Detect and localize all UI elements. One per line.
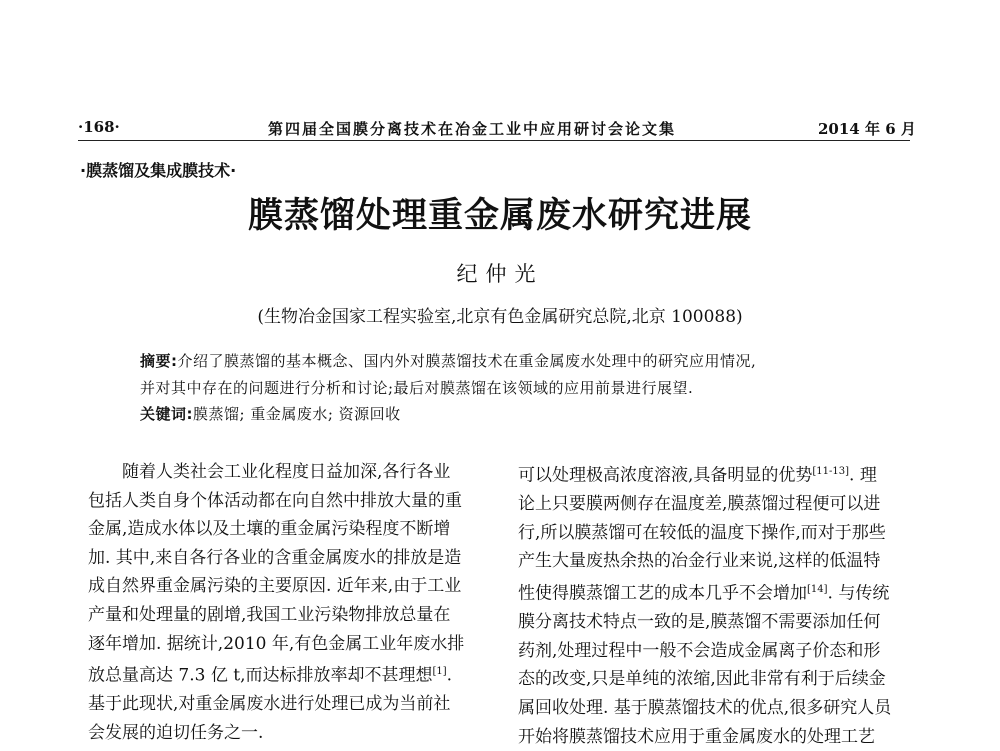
body-line: 成自然界重金属污染的主要原因. 近年来,由于工业 — [88, 576, 462, 597]
left-column — [88, 458, 464, 748]
body-line — [518, 576, 891, 608]
citation: [11-13] — [812, 466, 850, 477]
body-line: 产量和处理量的剧增,我国工业污染物排放总量在 — [88, 604, 451, 625]
body-line: 药剂,处理过程中一般不会造成金属离子价态和形 — [518, 640, 881, 661]
page-number: ·168· — [78, 118, 120, 136]
keywords — [140, 403, 401, 424]
body-line: 加. 其中,来自各行各业的含重金属废水的排放是造 — [88, 547, 462, 568]
body-line: 属回收处理. 基于膜蒸馏技术的优点,很多研究人员 — [518, 698, 892, 719]
abstract-line-2: 并对其中存在的问题进行分析和讨论;最后对膜蒸馏在该领域的应用前景进行展望. — [140, 379, 694, 397]
body-line — [518, 458, 891, 490]
keywords-text: 膜蒸馏; 重金属废水; 资源回收 — [193, 405, 401, 423]
abstract-text: 介绍了膜蒸馏的基本概念、国内外对膜蒸馏技术在重金属废水处理中的研究应用情况, — [177, 352, 757, 370]
body-line: 会发展的迫切任务之一. — [88, 723, 264, 743]
keywords-label: 关键词: — [140, 405, 193, 423]
body-line: 金属,造成水体以及土壤的重金属污染程度不断增 — [88, 519, 451, 540]
citation: [14] — [807, 584, 828, 596]
issue-date: 2014 年 6 月 — [818, 120, 916, 138]
body-line: 基于此现状,对重金属废水进行处理已成为当前社 — [88, 694, 451, 715]
body-line: 包括人类自身个体活动都在向自然中排放大量的重 — [88, 490, 462, 511]
body-line — [88, 658, 464, 690]
running-header: 第四届全国膜分离技术在冶金工业中应用研讨会论文集 — [268, 120, 677, 138]
author: 纪仲光 — [456, 262, 544, 286]
header-rule — [78, 140, 910, 141]
abstract-label: 摘要: — [140, 352, 178, 370]
body-line: 随着人类社会工业化程度日益加深,各行各业 — [88, 462, 451, 482]
body-text: . 与传统 — [827, 583, 890, 604]
body-text: 可以处理极高浓度溶液,具备明显的优势 — [518, 465, 813, 486]
body-text: 放总量高达 7.3 亿 t,而达标排放率却不甚理想 — [88, 665, 433, 686]
paper-title: 膜蒸馏处理重金属废水研究进展 — [247, 196, 752, 236]
affiliation: (生物冶金国家工程实验室,北京有色金属研究总院,北京 100088) — [257, 307, 743, 327]
body-text: . — [446, 665, 453, 686]
body-line: 开始将膜蒸馏技术应用于重金属废水的处理工艺 — [518, 726, 875, 747]
body-line: 膜分离技术特点一致的是,膜蒸馏不需要添加任何 — [518, 612, 881, 633]
body-line: 产生大量废热余热的冶金行业来说,这样的低温特 — [518, 551, 881, 572]
body-line: 态的改变,只是单纯的浓缩,因此非常有利于后续金 — [518, 669, 886, 690]
section-label: ·膜蒸馏及集成膜技术· — [80, 161, 237, 180]
right-column — [518, 458, 891, 751]
citation: [1] — [432, 666, 447, 678]
body-line: 逐年增加. 据统计,2010 年,有色金属工业年废水排 — [88, 633, 465, 654]
body-line: 论上只要膜两侧存在温度差,膜蒸馏过程便可以进 — [518, 494, 881, 515]
body-text: 性使得膜蒸馏工艺的成本几乎不会增加 — [518, 583, 807, 604]
abstract-line-1 — [140, 350, 756, 371]
body-line: 行,所以膜蒸馏可在较低的温度下操作,而对于那些 — [518, 522, 886, 543]
body-text: . 理 — [849, 465, 877, 486]
